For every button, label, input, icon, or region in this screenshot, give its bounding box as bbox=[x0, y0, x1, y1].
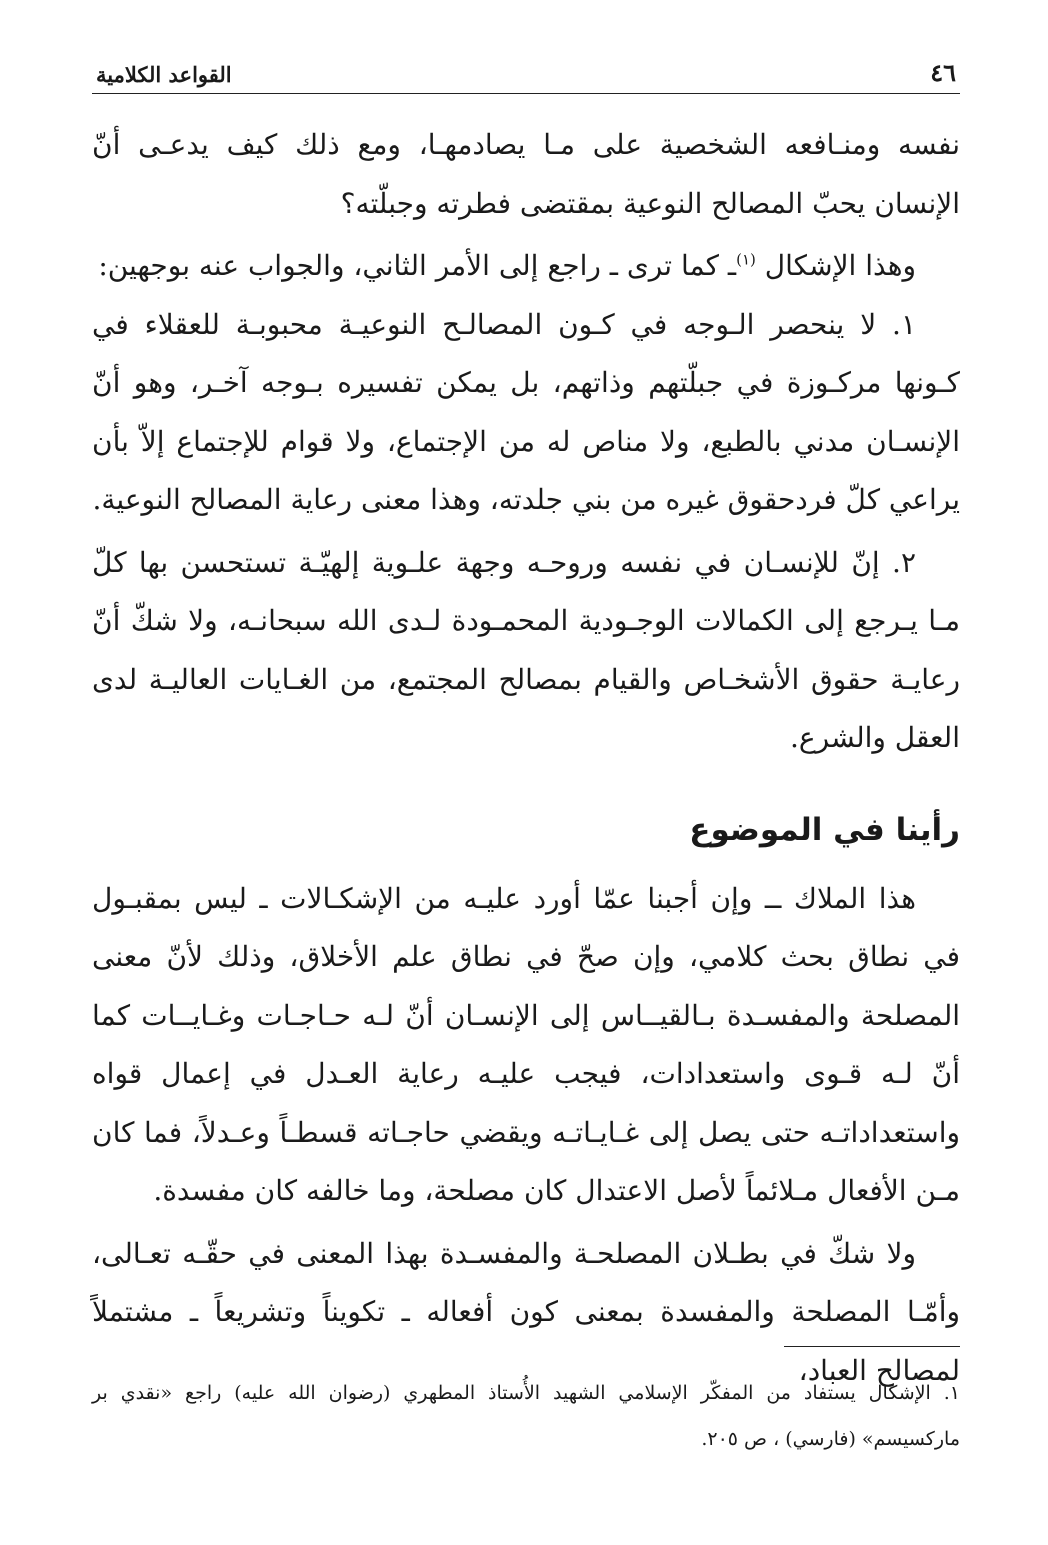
section-paragraph: ولا شكّ في بطـلان المصلحـة والمفسـدة بهذا المعنى في حقّـه تعـالى، وأمّـا المصلحة والمفسدة بمعنى كون أفعاله ـ تكويناً وتشريعاً ـ مشتملاً لمصالح العباد، bbox=[92, 1236, 960, 1387]
paragraph-answer-two: ٢. إنّ للإنسـان في نفسه وروحـه وجهة علـوية إلهيّـة تستحسن بها كلّ مـا يـرجع إلى الكمالات الوجـودية المحمـودة لـدى الله سبحانـه، ولا شكّ أنّ رعايـة حقوق الأشخـاص والقيام بمصالح المجتمع، من الغـايات العاليـة لدى العقل والشرع. bbox=[92, 545, 961, 754]
book-title: القواعد الكلامية bbox=[96, 62, 232, 87]
running-header bbox=[92, 48, 960, 94]
footnote: ١. الإشكال يستفاد من المفكّر الإسلامي الشهيد الأُستاذ المطهري (رضوان الله عليه) راجع «نقدي بر ماركسيسم» (فارسي) ، ص ٢٠٥. bbox=[92, 1382, 960, 1450]
paragraph-objection bbox=[92, 237, 960, 296]
main-text bbox=[92, 116, 960, 1400]
paragraph-answer-one: ١. لا ينحصر الـوجه في كـون المصالـح النوعيـة محبوبـة للعقلاء في كـونها مركـوزة في جبلّتهم وذاتهم، بل يمكن تفسيره بـوجه آخـر، وهو أنّ الإنسـان مدني بالطبع، ولا مناص له من الإجتماع، ولا قوام للإجتماع إلاّ بأن يراعي كلّ فردحقوق غيره من بني جلدته، وهذا معنى رعاية المصالح النوعية. bbox=[92, 307, 961, 516]
footnote-separator bbox=[784, 1346, 960, 1347]
book-page bbox=[92, 48, 960, 1508]
paragraph-objection-start: وهذا الإشكال bbox=[764, 249, 916, 282]
page-number: ٤٦ bbox=[930, 58, 956, 87]
paragraph-objection-end: ـ كما ترى ـ راجع إلى الأمر الثاني، والجواب عنه بوجهين: bbox=[98, 249, 737, 282]
paragraph-continuation: نفسه ومنـافعه الشخصية على مـا يصادمهـا، ومع ذلك كيف يدعـى أنّ الإنسان يحبّ المصالح النوعية بمقتضى فطرته وجبلّته؟ bbox=[92, 128, 960, 220]
section-paragraph: هذا الملاك ــ وإن أجبنا عمّا أورد عليـه من الإشكـالات ـ ليس بمقبـول في نطاق بحث كلامي، وإن صحّ في نطاق علم الأخلاق، وذلك لأنّ معنى المصلحة والمفسـدة بـالقيــاس إلى الإنسـان أنّ لـه حـاجـات وغـايــات كما أنّ لـه قـوى واستعدادات، فيجب عليـه رعاية العـدل في إعمال قواه واستعداداتـه حتى يصل إلى غـايـاتـه ويقضي حاجـاته قسطـاً وعـدلاً، فما كان مـن الأفعال مـلائماً لأصل الاعتدال كان مصلحة، وما خالفه كان مفسدة. bbox=[92, 881, 960, 1207]
footnote-reference[interactable]: (١) bbox=[736, 250, 756, 269]
section-heading: رأينا في الموضوع bbox=[689, 811, 960, 848]
